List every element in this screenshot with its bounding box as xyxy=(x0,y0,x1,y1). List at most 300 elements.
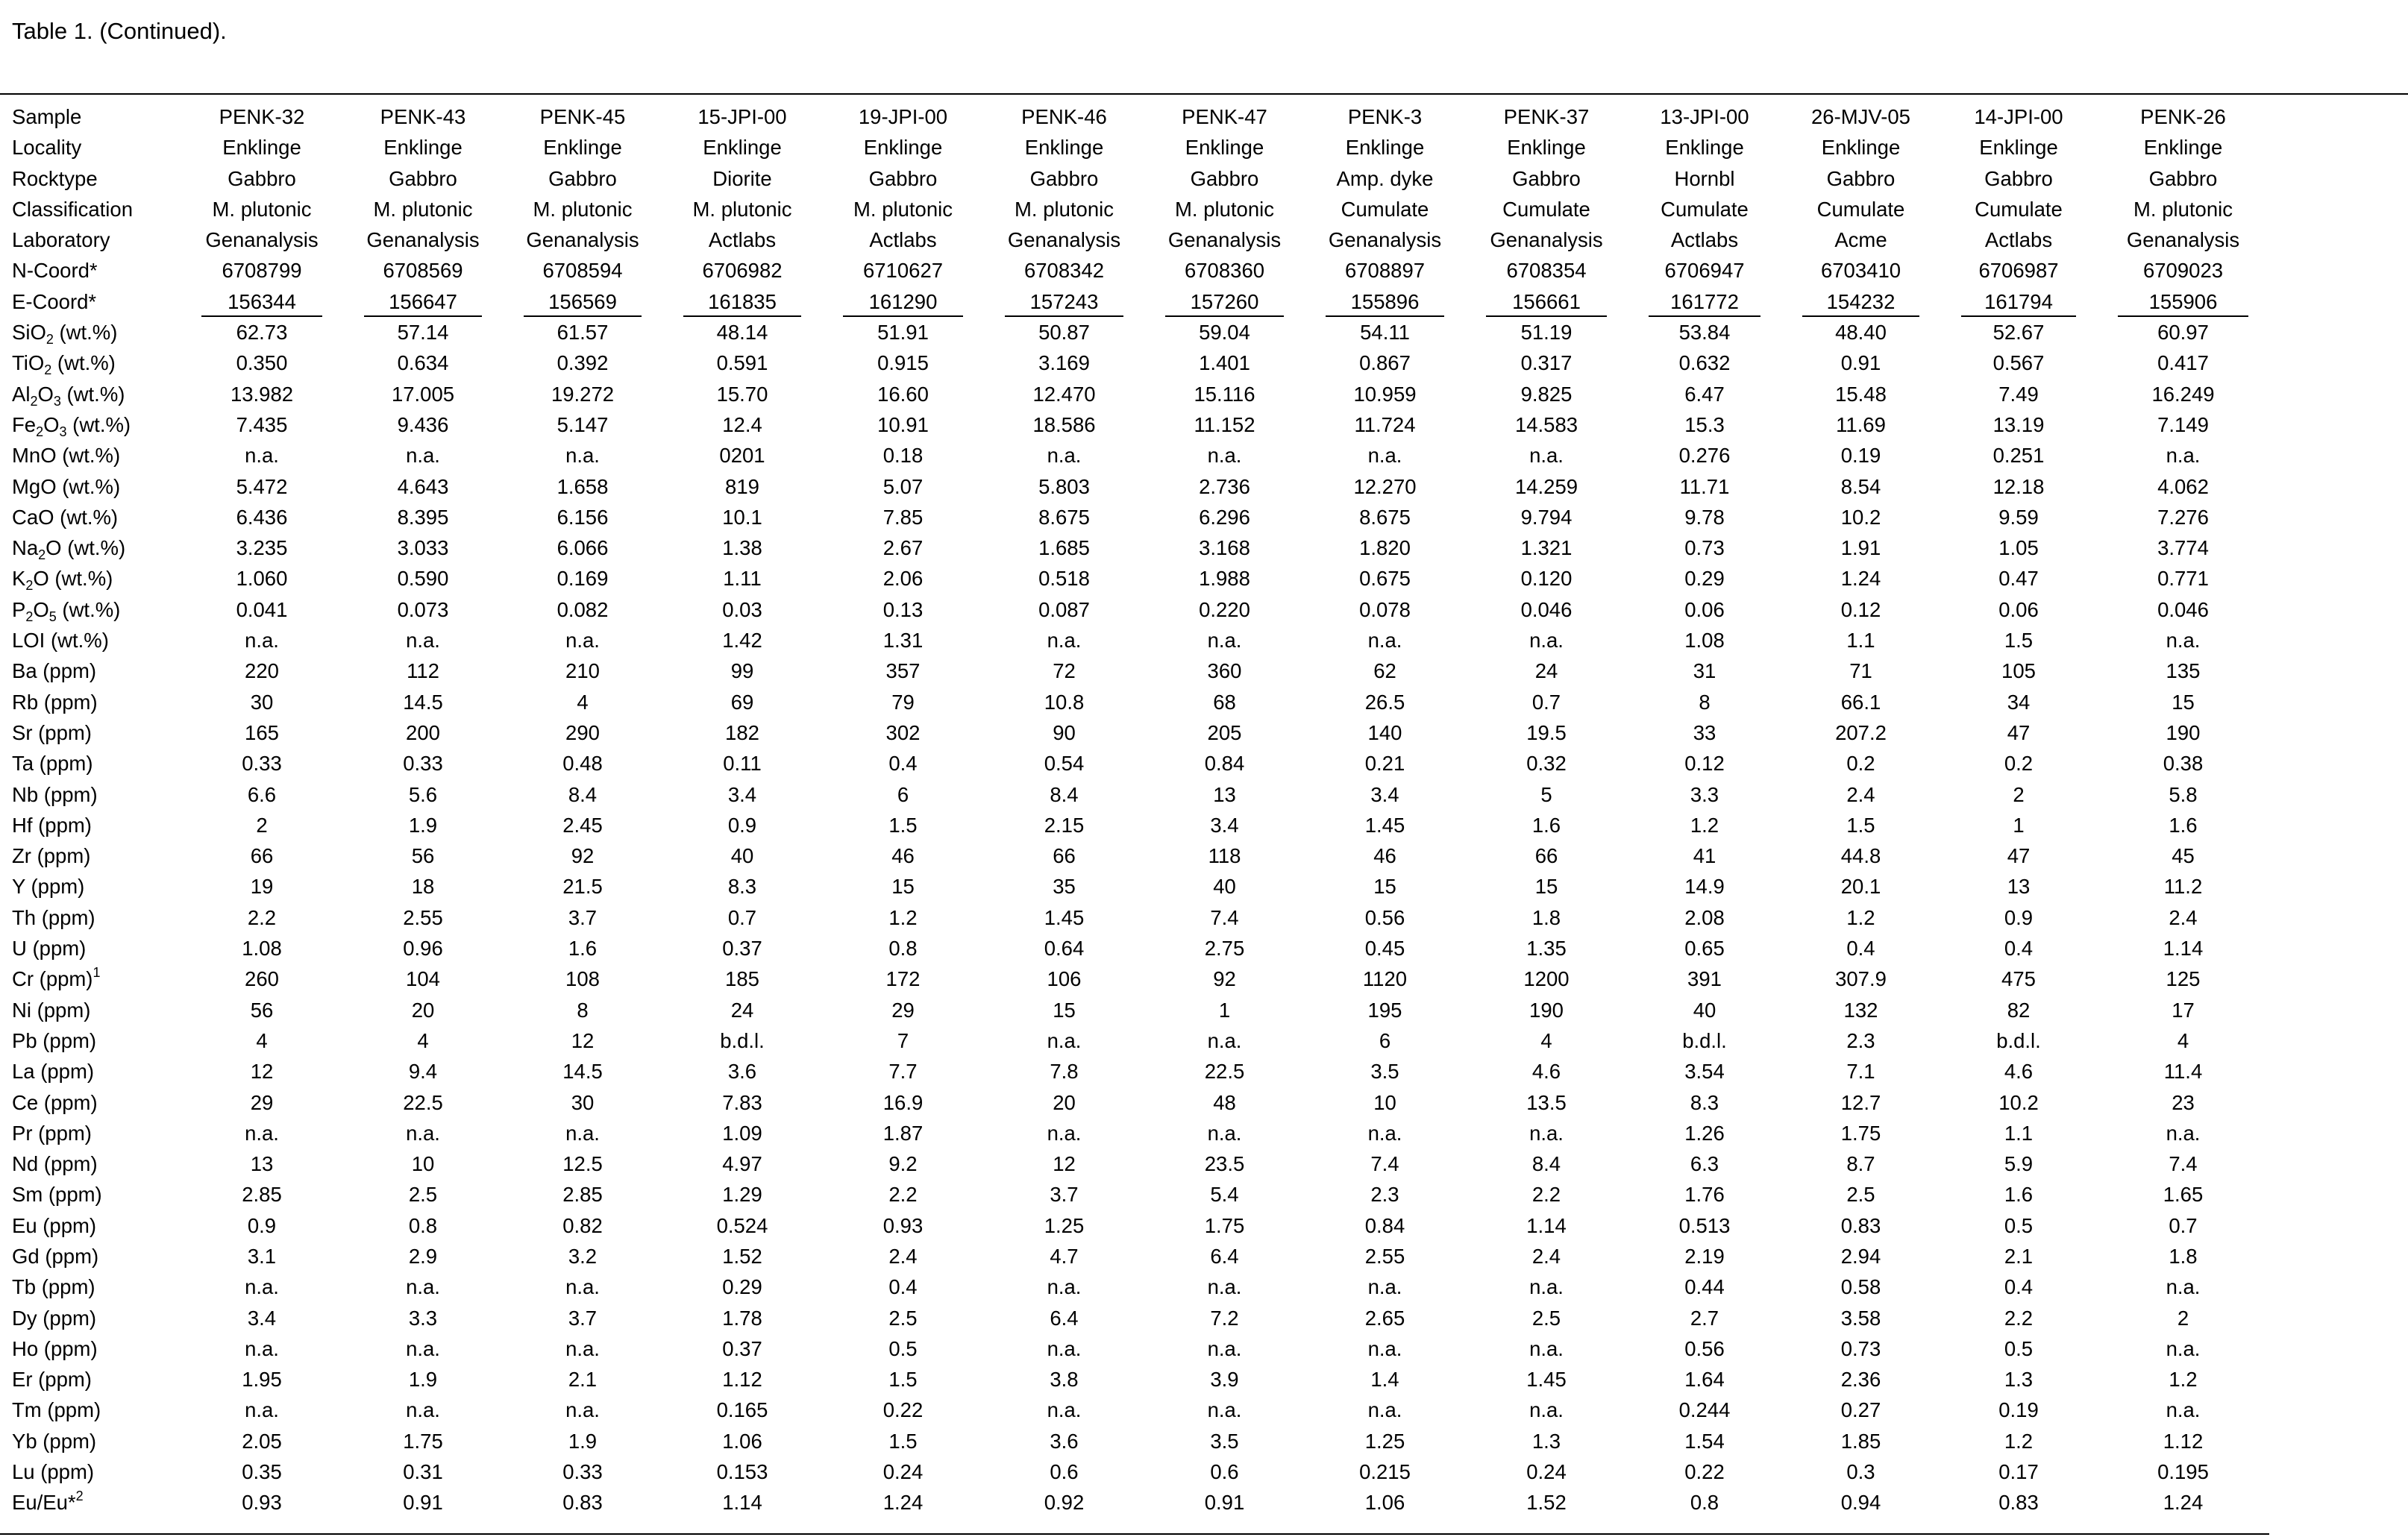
table-row xyxy=(0,594,2269,625)
table-cell: 185 xyxy=(725,967,759,991)
label-text: K xyxy=(12,567,26,591)
label-subscript: 2 xyxy=(25,578,34,594)
table-cell: 106 xyxy=(1047,967,1082,991)
row-label xyxy=(0,1179,181,1210)
table-cell: 8.675 xyxy=(1359,505,1411,529)
table-cell: 10.91 xyxy=(877,412,929,436)
table-row xyxy=(0,1210,2269,1241)
table-cell: 135 xyxy=(2166,659,2201,683)
header-cell: Cumulate xyxy=(1502,197,1590,221)
row-label xyxy=(0,1056,181,1087)
header-cell: Gabbro xyxy=(2148,166,2218,190)
row-label xyxy=(0,348,181,378)
table-cell: 1.52 xyxy=(722,1244,762,1268)
table-row xyxy=(0,717,2269,748)
header-cell: Genanalysis xyxy=(1490,228,1603,252)
table-cell: 14.259 xyxy=(1514,474,1578,498)
table-cell: 1.5 xyxy=(888,1429,918,1453)
table-cell: 10.959 xyxy=(1353,382,1417,406)
table-cell: 302 xyxy=(885,720,921,744)
table-cell: 10.2 xyxy=(1840,505,1881,529)
table-cell: 360 xyxy=(1207,659,1242,683)
table-cell: 0.21 xyxy=(1364,752,1405,776)
row-label xyxy=(0,1395,181,1425)
table-cell: 125 xyxy=(2166,967,2201,991)
table-cell: 16.60 xyxy=(877,382,929,406)
table-cell: 71 xyxy=(1849,659,1872,683)
table-cell: 3.3 xyxy=(408,1306,438,1330)
table-cell: 0.518 xyxy=(1038,567,1090,591)
table-cell: 79 xyxy=(891,690,915,714)
table-cell: 1.24 xyxy=(882,1491,924,1515)
table-cell: 1.2 xyxy=(1846,905,1875,929)
table-cell: 2.65 xyxy=(1364,1306,1405,1330)
label-text: Y (ppm) xyxy=(12,875,85,899)
table-cell: 172 xyxy=(885,967,921,991)
table-cell: 0.6 xyxy=(1050,1460,1079,1484)
table-cell: 1.14 xyxy=(2163,937,2204,961)
table-cell: 2.5 xyxy=(408,1183,438,1207)
table-cell: 14.583 xyxy=(1514,412,1578,436)
row-label xyxy=(0,440,181,471)
header-cell: Genanalysis xyxy=(205,228,319,252)
row-label: Sample xyxy=(12,105,82,128)
table-cell: 8 xyxy=(1699,690,1711,714)
table-cell: n.a. xyxy=(1367,1398,1402,1422)
label-text: Zr (ppm) xyxy=(12,844,91,868)
table-cell: 0.12 xyxy=(1684,752,1725,776)
table-cell: 6.47 xyxy=(1684,382,1725,406)
table-cell: 165 xyxy=(245,720,279,744)
table-cell: 1.14 xyxy=(722,1491,762,1515)
label-text: Pr (ppm) xyxy=(12,1121,92,1145)
label-text: Th (ppm) xyxy=(12,905,95,929)
table-cell: 3.5 xyxy=(1370,1060,1399,1084)
table-cell: 1.3 xyxy=(2004,1368,2034,1392)
label-text: Na xyxy=(12,536,39,560)
table-cell: 0.29 xyxy=(1684,567,1725,591)
label-text: CaO (wt.%) xyxy=(12,505,119,529)
table-cell: 2.19 xyxy=(1684,1244,1725,1268)
table-cell: 1.78 xyxy=(722,1306,762,1330)
header-cell: PENK-43 xyxy=(380,105,466,128)
table-cell: 15.70 xyxy=(716,382,768,406)
row-label xyxy=(0,1303,181,1333)
table-cell: n.a. xyxy=(1207,1121,1242,1145)
table-cell: 0.867 xyxy=(1359,351,1411,375)
table-cell: 1.685 xyxy=(1038,536,1090,560)
table-cell: 30 xyxy=(571,1090,595,1114)
table-cell: 1.75 xyxy=(1204,1213,1245,1237)
table-cell: 3.7 xyxy=(568,905,598,929)
table-row xyxy=(0,933,2269,964)
table-cell: 0.567 xyxy=(1992,351,2045,375)
table-cell: 19.5 xyxy=(1526,720,1567,744)
table-cell: 3.033 xyxy=(397,536,449,560)
row-label xyxy=(0,1456,181,1487)
header-cell: Actlabs xyxy=(1670,228,1739,252)
table-cell: 1.09 xyxy=(722,1121,762,1145)
table-cell: 1.401 xyxy=(1199,351,1250,375)
label-subscript: 2 xyxy=(25,609,34,624)
row-label xyxy=(0,379,181,409)
table-cell: 53.84 xyxy=(1678,321,1731,345)
table-cell: 1.9 xyxy=(408,1368,438,1392)
table-cell: 0.33 xyxy=(562,1460,603,1484)
table-cell: 357 xyxy=(885,659,921,683)
label-text: Cr (ppm) xyxy=(12,967,93,991)
table-cell: 6.4 xyxy=(1050,1306,1079,1330)
label-subscript: 2 xyxy=(36,424,44,439)
table-cell: 7.49 xyxy=(1998,382,2039,406)
table-row xyxy=(0,532,2269,563)
table-cell: 0.215 xyxy=(1359,1460,1411,1484)
table-cell: n.a. xyxy=(1529,1275,1564,1299)
table-cell: n.a. xyxy=(1047,1121,1082,1145)
header-cell: M. plutonic xyxy=(853,197,953,221)
table-cell: 3.6 xyxy=(1050,1429,1079,1453)
header-cell: 157260 xyxy=(1144,286,1305,317)
table-cell: 1.08 xyxy=(242,937,282,961)
table-cell: 90 xyxy=(1053,720,1076,744)
table-cell: 12.7 xyxy=(1840,1090,1881,1114)
label-text: Ta (ppm) xyxy=(12,752,93,776)
row-label xyxy=(0,687,181,717)
table-cell: 15 xyxy=(1373,875,1396,899)
table-cell: 1.25 xyxy=(1364,1429,1405,1453)
label-subscript: 2 xyxy=(38,547,46,563)
table-cell: 0.632 xyxy=(1678,351,1731,375)
table-cell: 105 xyxy=(2001,659,2036,683)
header-cell: 156569 xyxy=(503,286,662,317)
table-cell: 1.31 xyxy=(882,629,924,653)
table-cell: 2.94 xyxy=(1840,1244,1881,1268)
table-cell: 0.91 xyxy=(403,1491,443,1515)
table-cell: 3.3 xyxy=(1690,782,1719,806)
table-cell: 1.25 xyxy=(1044,1213,1085,1237)
header-cell: Cumulate xyxy=(1816,197,1905,221)
label-text: (wt.%) xyxy=(60,382,125,406)
table-cell: 15.116 xyxy=(1194,382,1255,406)
table-cell: n.a. xyxy=(1207,1275,1242,1299)
table-cell: 7.8 xyxy=(1050,1060,1079,1084)
table-cell: b.d.l. xyxy=(1996,1028,2041,1052)
table-cell: 66 xyxy=(1053,844,1076,868)
table-cell: n.a. xyxy=(2166,1398,2201,1422)
table-cell: 2.1 xyxy=(2004,1244,2034,1268)
row-label xyxy=(0,1333,181,1364)
table-cell: 6.066 xyxy=(556,536,609,560)
header-row xyxy=(0,101,2269,132)
row-label: Locality xyxy=(12,136,82,160)
table-cell: 9.59 xyxy=(1998,505,2039,529)
row-label xyxy=(0,1025,181,1056)
table-cell: 66 xyxy=(250,844,274,868)
header-cell: PENK-3 xyxy=(1347,105,1423,128)
table-cell: 1.8 xyxy=(2169,1244,2198,1268)
table-cell: 210 xyxy=(565,659,600,683)
table-cell: 40 xyxy=(730,844,754,868)
table-cell: 16.249 xyxy=(2151,382,2215,406)
table-cell: 1.35 xyxy=(1526,937,1567,961)
header-cell: Actlabs xyxy=(708,228,777,252)
table-cell: 132 xyxy=(1843,998,1878,1022)
label-text: La (ppm) xyxy=(12,1060,95,1084)
table-cell: 0.7 xyxy=(2169,1213,2198,1237)
table-cell: 0.4 xyxy=(1846,937,1875,961)
table-cell: 13 xyxy=(250,1152,274,1176)
table-cell: 1.06 xyxy=(722,1429,762,1453)
table-cell: 4.6 xyxy=(2004,1060,2034,1084)
table-cell: n.a. xyxy=(1207,629,1242,653)
table-cell: 0.84 xyxy=(1204,752,1245,776)
table-cell: 62.73 xyxy=(236,321,288,345)
table-cell: 1.2 xyxy=(2169,1368,2198,1392)
top-rule xyxy=(0,93,2408,95)
table-cell: 14.5 xyxy=(562,1060,603,1084)
header-cell: Genanalysis xyxy=(1167,228,1282,252)
table-cell: 0.22 xyxy=(882,1398,924,1422)
header-cell: Gabbro xyxy=(1029,166,1099,190)
table-cell: 0.37 xyxy=(722,1336,762,1360)
table-cell: 0.317 xyxy=(1520,351,1573,375)
header-cell: 6708799 xyxy=(222,259,302,283)
table-cell: 2 xyxy=(2177,1306,2189,1330)
table-cell: 0.9 xyxy=(727,813,757,837)
header-cell: 6706987 xyxy=(1978,259,2059,283)
label-subscript: 2 xyxy=(46,332,54,348)
table-cell: 2.05 xyxy=(242,1429,282,1453)
table-cell: 66 xyxy=(1534,844,1558,868)
table-cell: 7.4 xyxy=(1210,905,1239,929)
table-cell: n.a. xyxy=(245,1121,279,1145)
table-cell: n.a. xyxy=(1367,1121,1402,1145)
row-label xyxy=(0,409,181,440)
table-cell: 9.436 xyxy=(397,412,449,436)
header-cell: Enklinge xyxy=(222,136,301,160)
table-cell: n.a. xyxy=(406,444,440,468)
header-cell: 6708569 xyxy=(383,259,463,283)
table-cell: 0.087 xyxy=(1038,597,1090,621)
table-cell: 0.73 xyxy=(1840,1336,1881,1360)
row-label xyxy=(0,871,181,902)
label-text: O xyxy=(37,382,54,406)
table-cell: 0.675 xyxy=(1359,567,1411,591)
table-cell: 7.149 xyxy=(2157,412,2209,436)
table-cell: 3.4 xyxy=(247,1306,277,1330)
table-cell: 8.54 xyxy=(1840,474,1881,498)
table-cell: 0.251 xyxy=(1992,444,2045,468)
table-cell: 0.65 xyxy=(1684,937,1725,961)
table-cell: 1120 xyxy=(1362,967,1408,991)
table-cell: 3.4 xyxy=(1210,813,1239,837)
table-cell: 3.54 xyxy=(1684,1060,1725,1084)
table-row xyxy=(0,687,2269,717)
table-cell: 14.9 xyxy=(1684,875,1725,899)
label-text: (wt.%) xyxy=(56,597,121,621)
table-cell: 8.3 xyxy=(1690,1090,1719,1114)
table-cell: 0.771 xyxy=(2157,567,2209,591)
label-text: Fe xyxy=(12,412,37,436)
table-cell: 0.37 xyxy=(722,937,762,961)
table-row xyxy=(0,563,2269,594)
table-cell: 2.06 xyxy=(882,567,924,591)
row-label xyxy=(0,502,181,532)
header-cell: 6708594 xyxy=(542,259,623,283)
row-label: E-Coord* xyxy=(12,289,97,313)
table-cell: 0.27 xyxy=(1840,1398,1881,1422)
table-cell: 0.56 xyxy=(1364,905,1405,929)
table-cell: 60.97 xyxy=(2157,321,2209,345)
header-cell: Enklinge xyxy=(1821,136,1901,160)
table-cell: 205 xyxy=(1207,720,1242,744)
table-cell: 0.046 xyxy=(2157,597,2209,621)
table-cell: 1.54 xyxy=(1684,1429,1725,1453)
table-row xyxy=(0,871,2269,902)
table-cell: 1.75 xyxy=(1840,1121,1881,1145)
table-cell: 62 xyxy=(1373,659,1396,683)
table-cell: n.a. xyxy=(245,629,279,653)
row-label xyxy=(0,1241,181,1272)
table-cell: 6 xyxy=(897,782,909,806)
table-cell: 290 xyxy=(565,720,600,744)
table-cell: n.a. xyxy=(406,1121,440,1145)
table-cell: 0.634 xyxy=(397,351,449,375)
table-cell: 5 xyxy=(1540,782,1552,806)
table-cell: 3.2 xyxy=(568,1244,598,1268)
table-cell: n.a. xyxy=(1367,444,1402,468)
table-cell: 0.220 xyxy=(1199,597,1250,621)
table-row xyxy=(0,1456,2269,1487)
table-cell: n.a. xyxy=(406,629,440,653)
table-cell: 7.83 xyxy=(722,1090,762,1114)
table-cell: 9.2 xyxy=(888,1152,918,1176)
label-text: MnO (wt.%) xyxy=(12,444,121,468)
header-cell: M. plutonic xyxy=(692,197,792,221)
table-row xyxy=(0,1272,2269,1302)
row-label xyxy=(0,625,181,656)
table-cell: 4 xyxy=(256,1028,268,1052)
table-row xyxy=(0,1364,2269,1395)
label-text: SiO xyxy=(12,321,46,345)
table-cell: 0.165 xyxy=(716,1398,768,1422)
table-cell: n.a. xyxy=(2166,629,2201,653)
row-label: Rocktype xyxy=(12,166,98,190)
header-cell: PENK-46 xyxy=(1021,105,1107,128)
table-cell: 0.524 xyxy=(716,1213,768,1237)
table-cell: 0.06 xyxy=(1684,597,1725,621)
table-cell: 0.169 xyxy=(556,567,609,591)
table-cell: 391 xyxy=(1687,967,1722,991)
table-cell: 3.7 xyxy=(568,1306,598,1330)
table-cell: 2.75 xyxy=(1204,937,1245,961)
header-cell: Gabbro xyxy=(548,166,617,190)
table-cell: 0.3 xyxy=(1846,1460,1875,1484)
table-cell: 1.87 xyxy=(882,1121,924,1145)
table-cell: 190 xyxy=(2166,720,2201,744)
table-cell: 0.4 xyxy=(2004,1275,2034,1299)
header-cell: M. plutonic xyxy=(373,197,473,221)
table-cell: 5.07 xyxy=(882,474,924,498)
table-cell: 0.7 xyxy=(1531,690,1561,714)
table-body xyxy=(0,101,2269,1518)
table-cell: 1.9 xyxy=(408,813,438,837)
table-cell: 0.58 xyxy=(1840,1275,1881,1299)
table-cell: 68 xyxy=(1213,690,1236,714)
label-subscript: 2 xyxy=(30,393,38,409)
table-cell: 12 xyxy=(250,1060,274,1084)
label-text: (wt.%) xyxy=(53,321,118,345)
row-label: N-Coord* xyxy=(12,259,98,283)
row-label xyxy=(0,748,181,779)
table-cell: 0.83 xyxy=(562,1491,603,1515)
table-cell: 195 xyxy=(1367,998,1402,1022)
table-cell: 1.24 xyxy=(1840,567,1881,591)
header-cell: 6709023 xyxy=(2142,259,2224,283)
table-cell: 18.586 xyxy=(1032,412,1096,436)
table-cell: 0.47 xyxy=(1998,567,2039,591)
table-cell: 1.85 xyxy=(1840,1429,1881,1453)
header-cell: 6708354 xyxy=(1506,259,1587,283)
table-cell: 0.48 xyxy=(562,752,603,776)
table-cell: 6.6 xyxy=(247,782,277,806)
table-cell: 6.156 xyxy=(556,505,609,529)
table-cell: 4.97 xyxy=(722,1152,762,1176)
header-cell: 161835 xyxy=(662,286,822,317)
header-cell: Gabbro xyxy=(389,166,457,190)
table-cell: 0.513 xyxy=(1678,1213,1731,1237)
header-cell: 15-JPI-00 xyxy=(697,105,787,128)
table-cell: 3.4 xyxy=(1370,782,1399,806)
label-text: P xyxy=(12,597,26,621)
header-row xyxy=(0,132,2269,163)
table-cell: 182 xyxy=(725,720,759,744)
table-cell: 0.417 xyxy=(2157,351,2209,375)
label-subscript: 5 xyxy=(48,609,57,624)
table-row xyxy=(0,840,2269,871)
label-text: Sm (ppm) xyxy=(12,1183,102,1207)
table-cell: 69 xyxy=(730,690,754,714)
table-cell: 1.8 xyxy=(1531,905,1561,929)
table-cell: 4 xyxy=(2177,1028,2189,1052)
table-cell: 2.4 xyxy=(888,1244,918,1268)
row-label xyxy=(0,1364,181,1395)
table-cell: 3.235 xyxy=(236,536,288,560)
table-cell: 2.55 xyxy=(1364,1244,1405,1268)
row-label xyxy=(0,779,181,810)
header-cell: Gabbro xyxy=(1826,166,1896,190)
header-cell: Enklinge xyxy=(1185,136,1264,160)
bottom-rule xyxy=(0,1533,2269,1535)
table-cell: 13 xyxy=(1213,782,1236,806)
table-cell: n.a. xyxy=(1047,1336,1082,1360)
header-cell: Enklinge xyxy=(1979,136,2058,160)
table-cell: 17 xyxy=(2172,998,2195,1022)
table-cell: n.a. xyxy=(1047,629,1082,653)
table-cell: 1.05 xyxy=(1998,536,2039,560)
table-cell: 8.4 xyxy=(1531,1152,1561,1176)
table-cell: n.a. xyxy=(1207,1028,1242,1052)
table-cell: 12.5 xyxy=(562,1152,603,1176)
table-row xyxy=(0,1148,2269,1179)
table-cell: 0.041 xyxy=(236,597,288,621)
row-label: Classification xyxy=(12,197,134,221)
table-cell: n.a. xyxy=(2166,444,2201,468)
table-cell: n.a. xyxy=(1529,1336,1564,1360)
table-cell: 2.85 xyxy=(562,1183,603,1207)
table-cell: 819 xyxy=(725,474,759,498)
table-cell: n.a. xyxy=(2166,1121,2201,1145)
